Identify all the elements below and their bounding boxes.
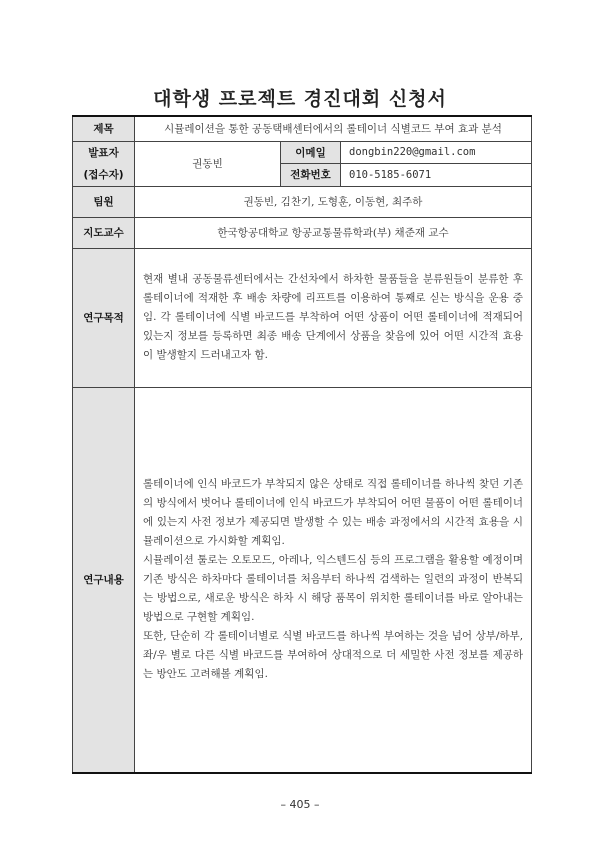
advisor-label: 지도교수 — [73, 217, 135, 248]
team-value: 권동빈, 김찬기, 도형훈, 이동현, 최주하 — [135, 186, 532, 217]
application-form-table — [72, 115, 532, 774]
presenter-label-line1: 발표자 — [88, 146, 119, 159]
purpose-text — [135, 248, 532, 387]
team-label: 팀원 — [73, 186, 135, 217]
phone-value: 010-5185-6071 — [341, 164, 532, 187]
page-number: – 405 – — [280, 798, 320, 811]
presenter-label-line2: (접수자) — [83, 168, 124, 181]
advisor-value: 한국항공대학교 항공교통물류학과(부) 채준재 교수 — [135, 217, 532, 248]
phone-label: 전화번호 — [281, 164, 341, 187]
content-paragraph-2: 시뮬레이션 툴로는 오토모드, 아레나, 익스텐드심 등의 프로그램을 활용할 예정이며 기존 방식은 하차마다 롤테이너를 처음부터 하나씩 검색하는 일련의 과정이 반복되는 방법으로, 새로운 방식은 하차 시 해당 품목이 위치한 롤테이너를 바로 알아내는 방법으로 구현할 계획임. — [143, 554, 524, 624]
purpose-paragraph: 현재 별내 공동물류센터에서는 간선차에서 하차한 물품들을 분류원들이 분류한 후 롤테이너에 적재한 후 배송 차량에 리프트를 이용하여 통째로 싣는 방식을 운용 중임. 각 롤테이너에 식별 바코드를 부착하여 어떤 상품이 어떤 롤테이너에 적재되어있는지 정보를 등록하면 최종 배송 단계에서 상품을 찾음에 있어 어떤 시간적 효용이 발생할지 드러내고자 함. — [143, 273, 524, 361]
purpose-label: 연구목적 — [73, 248, 135, 387]
content-paragraph-1: 롤테이너에 인식 바코드가 부착되지 않은 상태로 직접 롤테이너를 하나씩 찾던 기존의 방식에서 벗어나 롤테이너에 인식 바코드가 부착되어 어떤 물품이 어떤 롤테이너에 있는지 사전 정보가 제공되면 발생할 수 있는 배송 과정에서의 시간적 효용을 시뮬레이션으로 가시화할 계획임. — [143, 478, 524, 548]
email-label: 이메일 — [281, 141, 341, 164]
email-value: dongbin220@gmail.com — [341, 141, 532, 164]
content-paragraph-3: 또한, 단순히 각 롤테이너별로 식별 바코드를 하나씩 부여하는 것을 넘어 상부/하부, 좌/우 별로 다른 식별 바코드를 부여하여 상대적으로 더 세밀한 사전 정보를 제공하는 방안도 고려해볼 계획임. — [143, 630, 524, 681]
form-title: 대학생 프로젝트 경진대회 신청서 — [153, 88, 447, 110]
presenter-value: 권동빈 — [135, 141, 281, 186]
presenter-label — [73, 141, 135, 186]
content-text — [135, 387, 532, 773]
subject-label: 제목 — [73, 116, 135, 141]
subject-value: 시뮬레이션을 통한 공동택배센터에서의 롤테이너 식별코드 부여 효과 분석 — [135, 116, 532, 141]
content-label: 연구내용 — [73, 387, 135, 773]
